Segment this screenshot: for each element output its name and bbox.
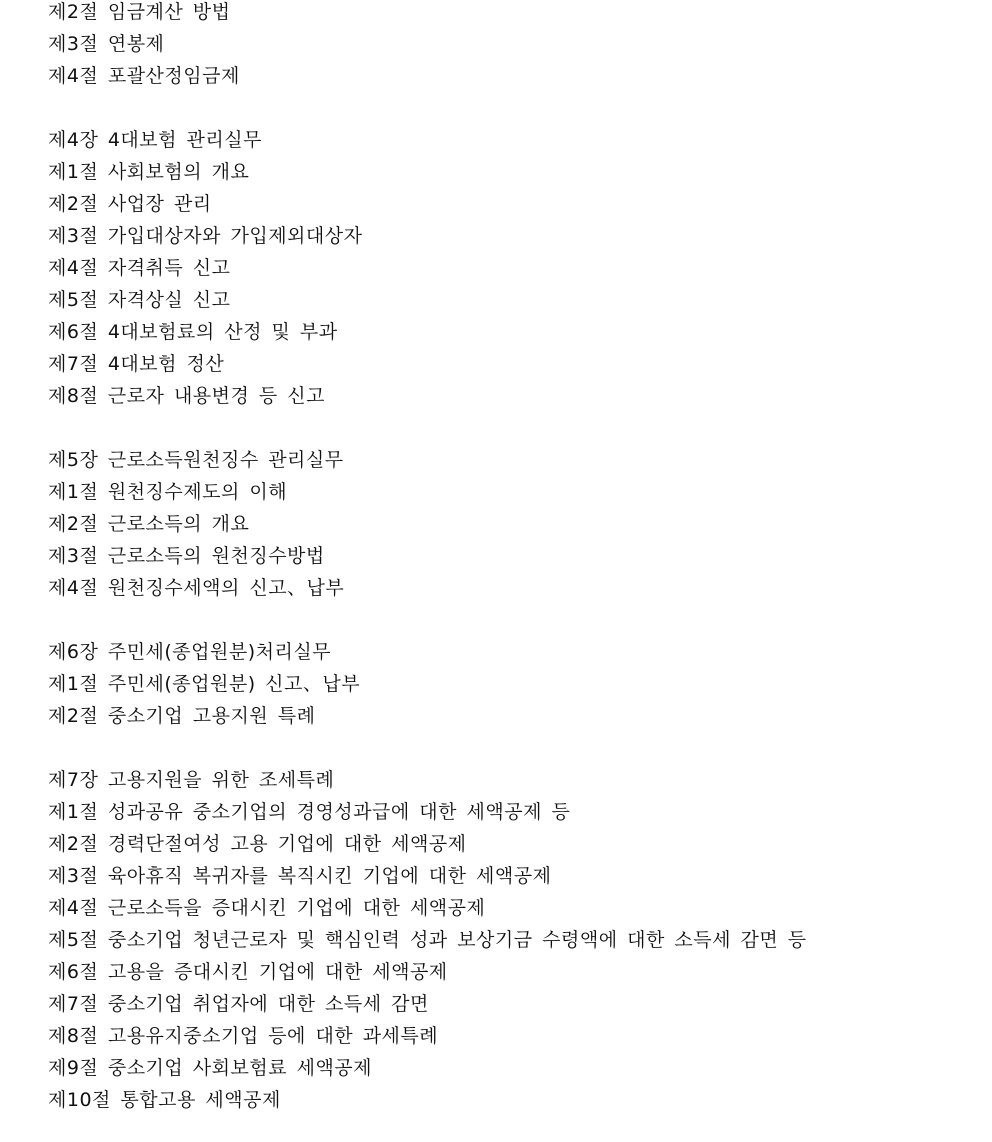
toc-chapter-heading: 제5장 근로소득원천징수 관리실무 <box>48 449 344 471</box>
toc-section-line: 제6절 4대보험료의 산정 및 부과 <box>48 321 338 343</box>
toc-spacer <box>48 732 978 764</box>
toc-section-line: 제1절 원천징수제도의 이해 <box>48 481 288 503</box>
toc-section-line: 제3절 육아휴직 복귀자를 복직시킨 기업에 대한 세액공제 <box>48 865 552 887</box>
toc-section-line: 제10절 통합고용 세액공제 <box>48 1089 281 1111</box>
toc-section-line: 제7절 중소기업 취업자에 대한 소득세 감면 <box>48 993 429 1015</box>
toc-section-line: 제4절 자격취득 신고 <box>48 257 231 279</box>
toc-section-line: 제3절 연봉제 <box>48 33 165 55</box>
toc-spacer <box>48 604 978 636</box>
toc-section-line: 제3절 근로소득의 원천징수방법 <box>48 545 325 567</box>
toc-section-line: 제9절 중소기업 사회보험료 세액공제 <box>48 1057 373 1079</box>
toc-section-line: 제2절 중소기업 고용지원 특례 <box>48 705 316 727</box>
toc-section-line: 제2절 근로소득의 개요 <box>48 513 250 535</box>
toc-section-line: 제4절 원천징수세액의 신고、납부 <box>48 577 345 599</box>
toc-section-line: 제2절 임금계산 방법 <box>48 1 231 23</box>
toc-section-line: 제8절 근로자 내용변경 등 신고 <box>48 385 325 407</box>
table-of-contents <box>48 0 978 1116</box>
toc-section-line: 제8절 고용유지중소기업 등에 대한 과세특례 <box>48 1025 439 1047</box>
toc-section-line: 제3절 가입대상자와 가입제외대상자 <box>48 225 363 247</box>
toc-section-line: 제4절 근로소득을 증대시킨 기업에 대한 세액공제 <box>48 897 486 919</box>
toc-section-line: 제1절 사회보험의 개요 <box>48 161 250 183</box>
toc-section-line: 제2절 사업장 관리 <box>48 193 212 215</box>
toc-section-line: 제5절 중소기업 청년근로자 및 핵심인력 성과 보상기금 수령액에 대한 소득세 감면 등 <box>48 929 807 951</box>
toc-chapter-heading: 제7장 고용지원을 위한 조세특례 <box>48 769 335 791</box>
toc-section-line: 제1절 주민세(종업원분) 신고、납부 <box>48 673 361 695</box>
toc-chapter-heading: 제4장 4대보험 관리실무 <box>48 129 262 151</box>
toc-spacer <box>48 412 978 444</box>
toc-section-line: 제6절 고용을 증대시킨 기업에 대한 세액공제 <box>48 961 448 983</box>
toc-section-line: 제5절 자격상실 신고 <box>48 289 231 311</box>
toc-section-line: 제2절 경력단절여성 고용 기업에 대한 세액공제 <box>48 833 467 855</box>
toc-chapter-heading: 제6장 주민세(종업원분)처리실무 <box>48 641 332 663</box>
toc-section-line: 제4절 포괄산정임금제 <box>48 65 240 87</box>
toc-spacer <box>48 92 978 124</box>
toc-section-line: 제7절 4대보험 정산 <box>48 353 225 375</box>
toc-section-line: 제1절 성과공유 중소기업의 경영성과급에 대한 세액공제 등 <box>48 801 571 823</box>
